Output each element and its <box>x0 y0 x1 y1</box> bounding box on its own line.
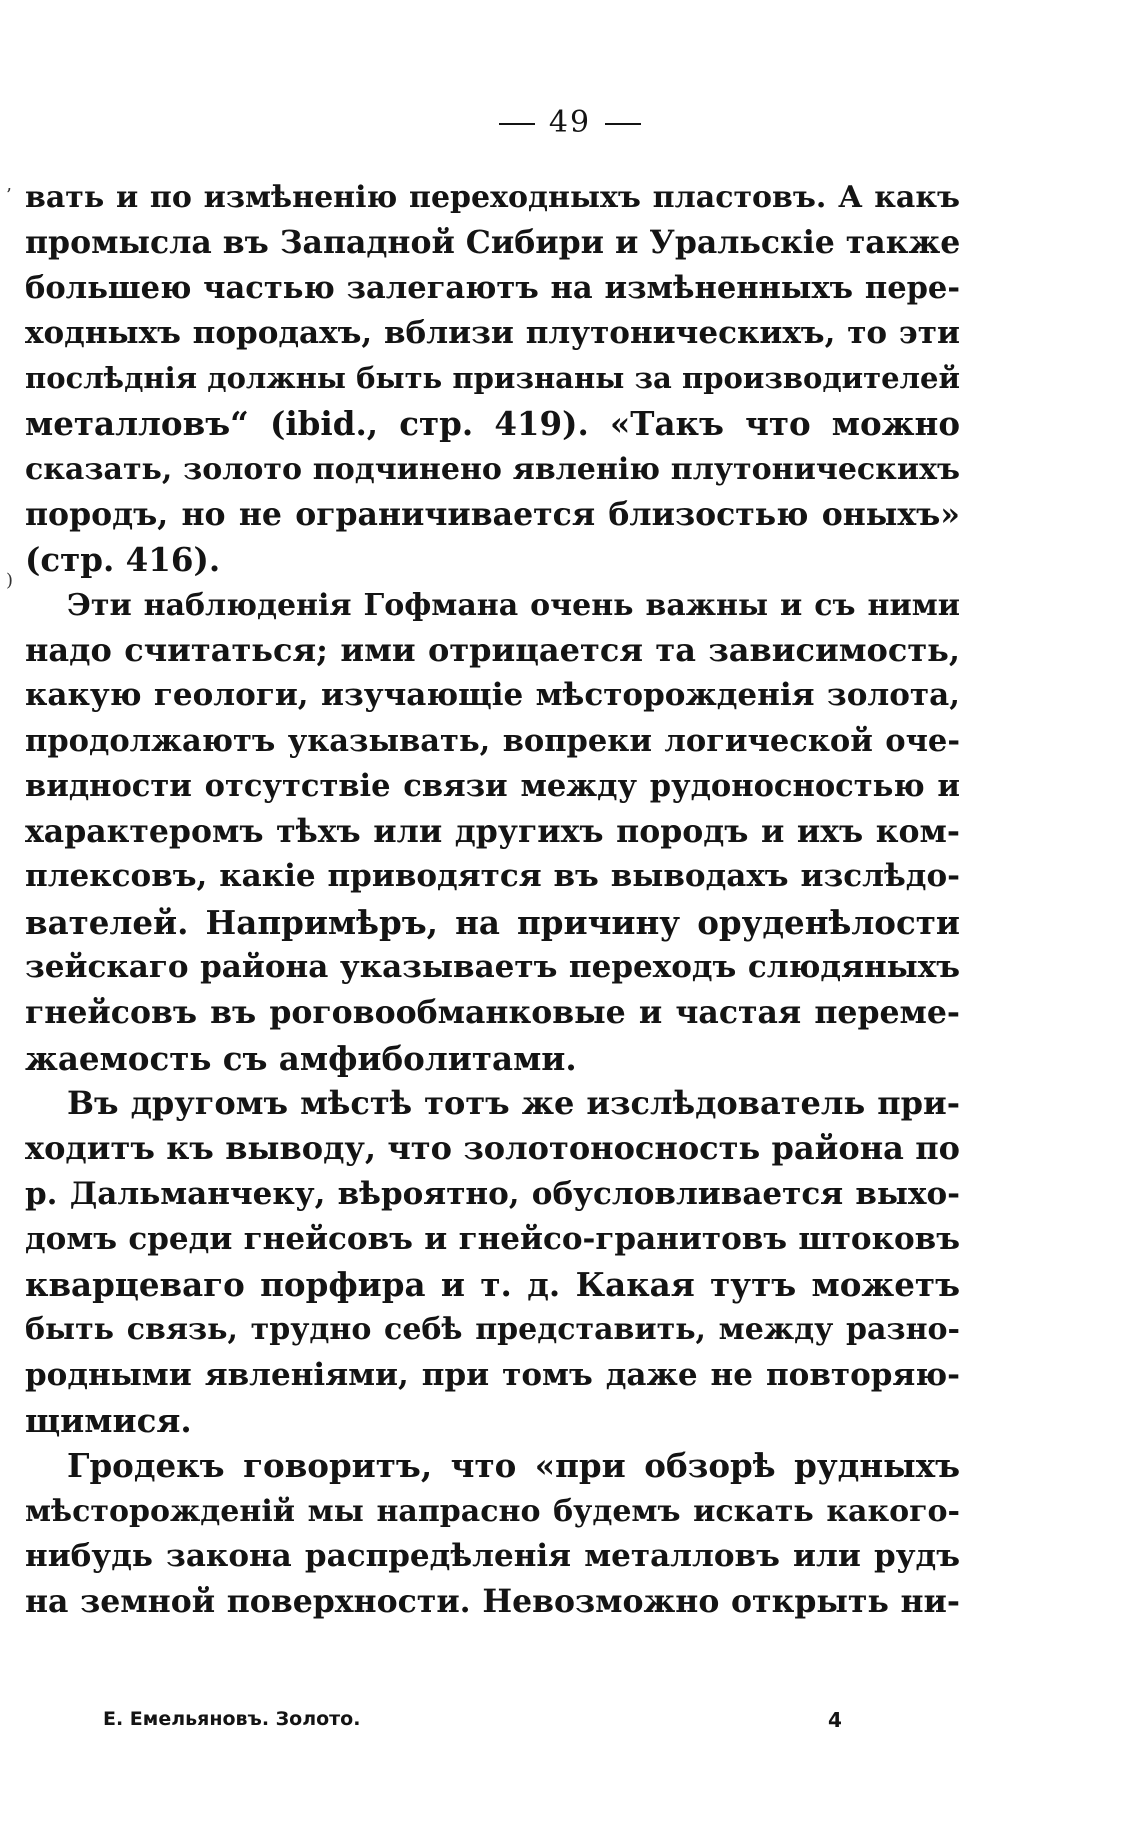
text-line: вателей. Напримѣръ, на причину оруденѣлости <box>25 902 960 942</box>
left-dash <box>499 123 535 125</box>
margin-paren-mark: ) <box>6 570 14 591</box>
text-line: плексовъ, какіе приводятся въ выводахъ изслѣдо- <box>25 858 960 895</box>
text-line: мѣсторожденій мы напрасно будемъ искать какого- <box>25 1493 960 1529</box>
text-line: (стр. 416). <box>25 540 221 580</box>
text-line: кварцеваго порфира и т. д. Какая тутъ можетъ <box>25 1265 960 1305</box>
text-line: на земной поверхности. Невозможно открыть ни- <box>25 1583 960 1621</box>
page-number-header <box>0 105 1140 140</box>
margin-tick-mark: ’ <box>6 185 12 206</box>
text-line: родными явленіями, при томъ даже не повторяю- <box>25 1356 960 1393</box>
text-line: металловъ“ (ibid., стр. 419). «Такъ что можно <box>25 404 960 444</box>
text-line: жаемость съ амфиболитами. <box>25 1038 577 1078</box>
text-line: ходныхъ породахъ, вблизи плутоническихъ, то эти <box>25 314 960 351</box>
right-dash <box>605 123 641 125</box>
text-line: Въ другомъ мѣстѣ тотъ же изслѣдователь при- <box>67 1083 960 1122</box>
text-line: породъ, но не ограничивается близостью оныхъ» <box>25 496 960 534</box>
text-line: домъ среди гнейсовъ и гнейсо-гранитовъ штоковъ <box>25 1220 960 1257</box>
text-line: сказать, золото подчинено явленію плутоническихъ <box>25 451 960 487</box>
text-line: надо считаться; ими отрицается та зависимость, <box>25 630 960 669</box>
text-line: большею частью залегаютъ на измѣненныхъ пере- <box>25 269 960 306</box>
text-line: видности отсутствіе связи между рудоносностью и <box>25 767 960 804</box>
text-line: Эти наблюденія Гофмана очень важны и съ ними <box>67 587 960 623</box>
text-line: вать и по измѣненію переходныхъ пластовъ. А какъ <box>25 180 960 215</box>
text-line: характеромъ тѣхъ или другихъ породъ и ихъ ком- <box>25 813 960 851</box>
text-line: продолжаютъ указывать, вопреки логической оче- <box>25 722 960 759</box>
footer-signature: Е. Емельяновъ. Золото. <box>103 1708 361 1730</box>
text-line: щимися. <box>25 1401 192 1441</box>
text-line: ходитъ къ выводу, что золотоносность района по <box>25 1129 960 1168</box>
text-line: зейскаго района указываетъ переходъ слюдяныхъ <box>25 949 960 986</box>
page-number: 49 <box>548 105 592 140</box>
text-line: быть связь, трудно себѣ представить, между разно- <box>25 1312 960 1348</box>
text-line: какую геологи, изучающіе мѣсторожденія золота, <box>25 677 960 714</box>
body-text <box>25 175 960 1625</box>
text-line: нибудь закона распредѣленія металловъ или рудъ <box>25 1537 960 1574</box>
text-line: Гродекъ говоритъ, что «при обзорѣ рудныхъ <box>67 1446 960 1486</box>
text-line: послѣднія должны быть признаны за производителей <box>25 361 960 396</box>
sheet-number: 4 <box>828 1708 842 1732</box>
text-line: р. Дальманчеку, вѣроятно, обусловливается выхо- <box>25 1175 960 1212</box>
text-line: гнейсовъ въ роговообманковые и частая переме- <box>25 994 960 1032</box>
text-line: промысла въ Западной Сибири и Уральскіе также <box>25 224 961 262</box>
